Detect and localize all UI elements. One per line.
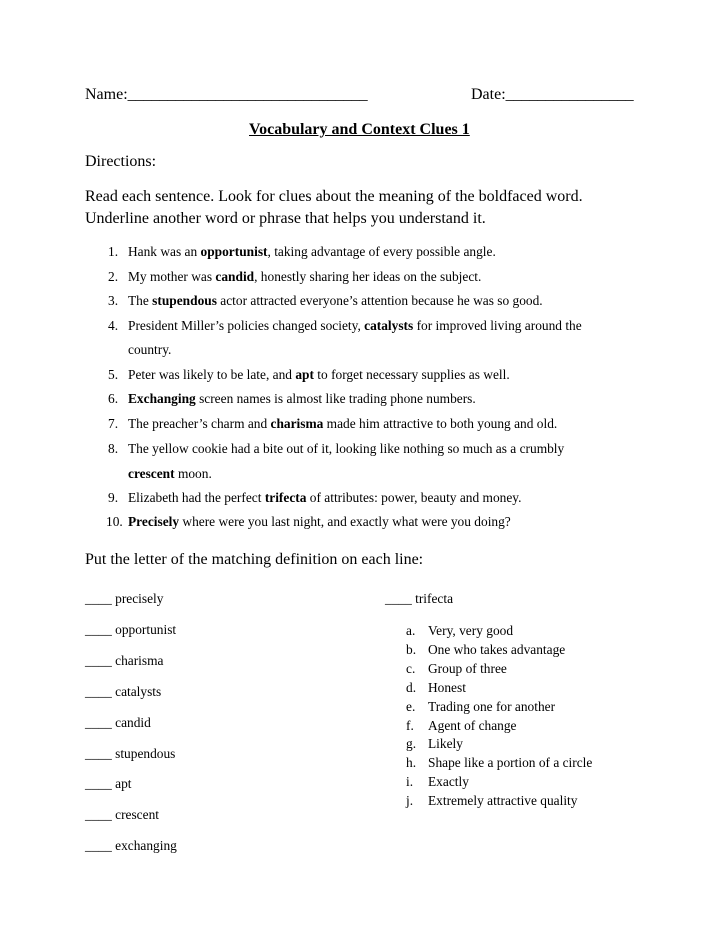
sentence-text-part: Elizabeth had the perfect [128,490,265,505]
sentence-text-part: Hank was an [128,244,201,259]
definition-letter: g. [406,736,417,751]
sentence-text [128,416,557,432]
sentence-text [128,293,543,309]
sentence-text-part: , honestly sharing her ideas on the subject. [254,269,482,284]
definition-text: Shape like a portion of a circle [428,755,593,770]
vocabulary-word: stupendous [152,293,217,308]
matching-word: ____ candid [85,715,151,730]
sentence-text [128,318,582,334]
definition-text: Group of three [428,661,507,676]
sentence-text-part: moon. [174,466,212,481]
sentence-text-part: The yellow cookie had a bite out of it, looking like nothing so much as a crumbly [128,441,565,456]
definition-text: Extremely attractive quality [428,793,578,808]
vocabulary-word: catalysts [364,318,414,333]
sentence-number: 7. [108,416,119,431]
directions-line-1: Read each sentence. Look for clues about the meaning of the boldfaced word. [85,188,583,205]
vocabulary-word: opportunist [200,244,268,259]
sentence-text-part: to forget necessary supplies as well. [313,367,510,382]
definition-letter: j. [406,793,414,808]
matching-word: ____ exchanging [85,838,177,853]
sentence-number: 4. [108,318,119,333]
sentence-text-part: where were you last night, and exactly what were you doing? [179,514,511,529]
matching-word: ____ apt [85,776,132,791]
sentence-number: 5. [108,367,119,382]
sentence-continuation [128,466,212,482]
sentence-text-part: country. [128,342,172,357]
page-title: Vocabulary and Context Clues 1 [249,121,470,138]
sentence-text [128,514,511,530]
sentence-number: 1. [108,244,119,259]
definition-letter: b. [406,642,417,657]
name-field: Name:______________________________ [85,86,368,103]
definition-text: Agent of change [428,718,517,733]
definition-text: Very, very good [428,623,514,638]
sentence-text [128,490,521,506]
definition-text: Exactly [428,774,469,789]
sentence-number: 8. [108,441,119,456]
definition-letter: d. [406,680,417,695]
matching-word-trifecta: ____ trifecta [385,591,454,606]
sentence-number: 3. [108,293,119,308]
sentence-number: 2. [108,269,119,284]
date-field: Date:________________ [471,86,634,103]
sentence-text-part: made him attractive to both young and old. [323,416,558,431]
vocabulary-word: trifecta [264,490,307,505]
sentence-text-part: actor attracted everyone’s attention because he was so good. [216,293,543,308]
directions-heading: Directions: [85,153,157,170]
sentence-text-part: The preacher’s charm and [128,416,271,431]
vocabulary-word: candid [215,269,255,284]
matching-word: ____ charisma [85,653,164,668]
sentence-text [128,367,510,383]
matching-word: ____ stupendous [85,746,176,761]
matching-instruction: Put the letter of the matching definition on each line: [85,551,424,568]
directions-line-2: Underline another word or phrase that helps you understand it. [85,210,486,227]
matching-word: ____ opportunist [85,622,177,637]
sentence-number: 6. [108,391,119,406]
vocabulary-word: Precisely [128,514,180,529]
sentence-text-part: The [128,293,153,308]
sentence-text-part: of attributes: power, beauty and money. [306,490,522,505]
sentence-number: 9. [108,490,119,505]
sentence-number: 10. [106,514,123,529]
sentence-text-part: , taking advantage of every possible angle. [267,244,496,259]
matching-word: ____ crescent [85,807,159,822]
vocabulary-word: apt [295,367,314,382]
vocabulary-word: crescent [128,466,175,481]
sentence-text [128,441,564,457]
sentence-text-part: for improved living around the [413,318,582,333]
sentence-text [128,391,476,407]
sentence-text-part: Peter was likely to be late, and [128,367,296,382]
definition-text: Honest [428,680,466,695]
definition-letter: i. [406,774,414,789]
sentence-text [128,244,496,260]
definition-letter: h. [406,755,417,770]
vocabulary-word: Exchanging [128,391,196,406]
definition-text: Trading one for another [428,699,556,714]
definition-letter: c. [406,661,416,676]
definition-text: One who takes advantage [428,642,566,657]
matching-word: ____ precisely [85,591,164,606]
sentence-text-part: President Miller’s policies changed society, [128,318,365,333]
matching-word: ____ catalysts [85,684,162,699]
sentence-text-part: My mother was [128,269,216,284]
sentence-continuation [128,342,171,358]
definition-letter: f. [406,718,414,733]
definition-text: Likely [428,736,463,751]
definition-letter: e. [406,699,416,714]
sentence-text-part: screen names is almost like trading phone numbers. [195,391,476,406]
sentence-text [128,269,481,285]
vocabulary-word: charisma [270,416,324,431]
definition-letter: a. [406,623,416,638]
